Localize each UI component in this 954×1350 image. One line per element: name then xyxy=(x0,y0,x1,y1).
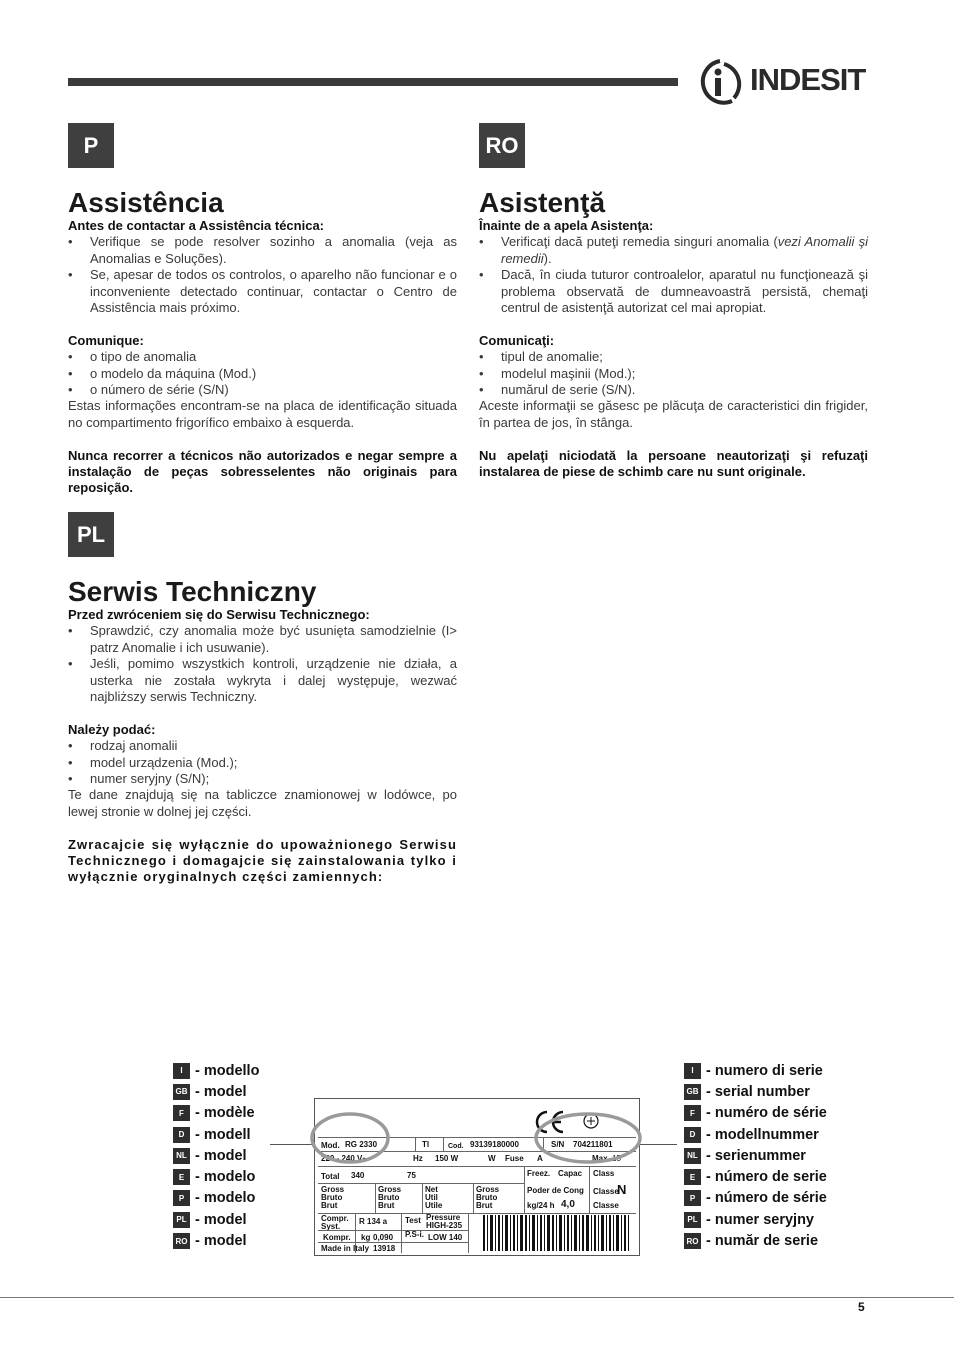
language-code: I xyxy=(173,1063,190,1079)
legend-row: D - modell xyxy=(173,1124,353,1145)
legend-serial xyxy=(684,1060,864,1252)
legend-row: RO - model xyxy=(173,1230,353,1251)
language-code: PL xyxy=(173,1212,190,1228)
language-badge-p: P xyxy=(68,123,114,168)
section-title-p: Assistência xyxy=(68,187,224,218)
checklist xyxy=(479,234,868,316)
language-code: PL xyxy=(684,1212,701,1228)
legend-row: RO - număr de serie xyxy=(684,1230,864,1251)
legend-row: I - modello xyxy=(173,1060,353,1081)
serial-number: 704211801 xyxy=(573,1140,613,1149)
language-badge-ro: RO xyxy=(479,123,525,168)
info-list xyxy=(68,349,457,398)
list-item: • Verifique se pode resolver sozinho a anomalia (veja as Anomalias e Soluções). xyxy=(68,234,457,267)
list-item: • modelul maşinii (Mod.); xyxy=(479,366,868,382)
list-item: • rodzaj anomalii xyxy=(68,738,457,754)
list-item: • o modelo da máquina (Mod.) xyxy=(68,366,457,382)
info-text: Estas informações encontram-se na placa de identificação situada no compartimento frigorífico embaixo à esquerda. xyxy=(68,398,457,430)
language-code: D xyxy=(684,1127,701,1143)
list-item: • o número de série (S/N) xyxy=(68,382,457,398)
list-item: • numărul de serie (S/N). xyxy=(479,382,868,398)
language-code: E xyxy=(684,1169,701,1185)
legend-row: F - numéro de série xyxy=(684,1103,864,1124)
communicate-heading: Należy podać: xyxy=(68,721,156,737)
list-item: • tipul de anomalie; xyxy=(479,349,868,365)
info-text: Aceste informaţii se găsesc pe plăcuţa de caracteristici din frigider, în partea de jos, în stânga. xyxy=(479,398,868,430)
warning-text: Nunca recorrer a técnicos não autorizados e negar sempre a instalação de peças sobresselentes não originais para reposição. xyxy=(68,447,457,496)
language-code: F xyxy=(173,1105,190,1121)
language-code: P xyxy=(173,1190,190,1206)
language-code: NL xyxy=(173,1148,190,1164)
language-code: F xyxy=(684,1105,701,1121)
footer-rule xyxy=(0,1297,954,1298)
intro-heading: Înainte de a apela Asistenţa: xyxy=(479,218,654,233)
legend-row: P - número de série xyxy=(684,1188,864,1209)
indesit-logo xyxy=(694,58,870,106)
legend-row: PL - numer seryjny xyxy=(684,1209,864,1230)
legend-row: NL - model xyxy=(173,1145,353,1166)
legend-row: D - modellnummer xyxy=(684,1124,864,1145)
barcode-icon xyxy=(483,1215,631,1251)
warning-text: Zwracajcie się wyłącznie do upoważnionego Serwisu Technicznego i domagajcie się zainstalowania tylko i wyłącznie oryginalnych części zamiennych: xyxy=(68,836,457,885)
legend-row: PL - model xyxy=(173,1209,353,1230)
language-code: P xyxy=(684,1190,701,1206)
section-body-pl xyxy=(68,607,457,886)
highlight-ovals xyxy=(310,1108,645,1168)
legend-row: E - modelo xyxy=(173,1166,353,1187)
language-code: RO xyxy=(173,1233,190,1249)
warning-text: Nu apelaţi niciodată la persoane neautorizaţi şi refuzaţi instalarea de piese de schimb care nu sunt originale. xyxy=(479,447,868,480)
legend-row: GB - serial number xyxy=(684,1081,864,1102)
communicate-heading: Comunicaţi: xyxy=(479,332,555,348)
section-title-ro: Asistenţă xyxy=(479,187,606,218)
list-item: • Sprawdzić, czy anomalia może być usunięta samodzielnie (I> patrz Anomalie i ich usuwanie). xyxy=(68,623,457,656)
language-badge-pl: PL xyxy=(68,512,114,557)
list-item: • Dacă, în ciuda tuturor controalelor, aparatul nu funcţionează şi problema observată de dumneavoastră persistă, chemaţi centrul de asistenţă autorizat cel mai apropiat. xyxy=(479,267,868,316)
language-code: E xyxy=(173,1169,190,1185)
legend-row: P - modelo xyxy=(173,1188,353,1209)
legend-row: I - numero di serie xyxy=(684,1060,864,1081)
brand-name: INDESIT xyxy=(750,62,866,97)
language-code: GB xyxy=(173,1084,190,1100)
list-item: • o tipo de anomalia xyxy=(68,349,457,365)
section-title-pl: Serwis Techniczny xyxy=(68,576,317,607)
language-code: RO xyxy=(684,1233,701,1249)
language-code: GB xyxy=(684,1084,701,1100)
page-number: 5 xyxy=(858,1300,865,1314)
language-code: I xyxy=(684,1063,701,1079)
communicate-heading: Comunique: xyxy=(68,332,144,348)
logo-i-icon xyxy=(694,58,746,106)
section-body-ro xyxy=(479,218,868,480)
info-list xyxy=(68,738,457,787)
language-code: NL xyxy=(684,1148,701,1164)
checklist xyxy=(68,623,457,705)
info-list xyxy=(479,349,868,398)
header-rule xyxy=(68,78,678,86)
list-item: • Verificaţi dacă puteţi remedia singuri anomalia (vezi Anomalii şi remedii). xyxy=(479,234,868,267)
model-highlight-oval xyxy=(312,1114,388,1162)
rating-plate: Mod. RG 2330 Tl Cod. 93139180000 S/N 704211801 220 - 240 V~ Hz 150 W W Fuse A Max 15 Total 340 75 Freez. Capac Class Gross Bruto Brut Gross Bruto Brut Net Util Utile Gross Bruto Brut Poder de Cong Classe N kg/24 h 4,0 Classe Compr. Syst. R 134 a Test Pressure HIGH-235 Kompr. kg 0,090 P.S-i. LOW 140 Made in Italy 13918 xyxy=(314,1098,640,1256)
section-body-p xyxy=(68,218,457,497)
legend-row: F - modèle xyxy=(173,1103,353,1124)
legend-row: NL - serienummer xyxy=(684,1145,864,1166)
list-item: • Jeśli, pomimo wszystkich kontroli, urządzenie nie działa, a usterka nie została wykryta i dalej występuje, wezwać najbliższy serwis Techniczny. xyxy=(68,656,457,705)
info-text: Te dane znajdują się na tabliczce znamionowej w lodówce, po lewej stronie w dolnej jej części. xyxy=(68,787,457,819)
list-item: • numer seryjny (S/N); xyxy=(68,771,457,787)
list-item: • model urządzenia (Mod.); xyxy=(68,755,457,771)
legend-row: GB - model xyxy=(173,1081,353,1102)
serial-highlight-oval xyxy=(536,1114,640,1162)
intro-heading: Przed zwróceniem się do Serwisu Technicznego: xyxy=(68,607,370,622)
intro-heading: Antes de contactar a Assistência técnica: xyxy=(68,218,325,233)
list-item: • Se, apesar de todos os controlos, o aparelho não funcionar e o inconveniente detectado continuar, contactar o Centro de Assistência mais próximo. xyxy=(68,267,457,316)
language-code: D xyxy=(173,1127,190,1143)
model-number: RG 2330 xyxy=(345,1140,378,1149)
checklist xyxy=(68,234,457,316)
legend-row: E - número de serie xyxy=(684,1166,864,1187)
